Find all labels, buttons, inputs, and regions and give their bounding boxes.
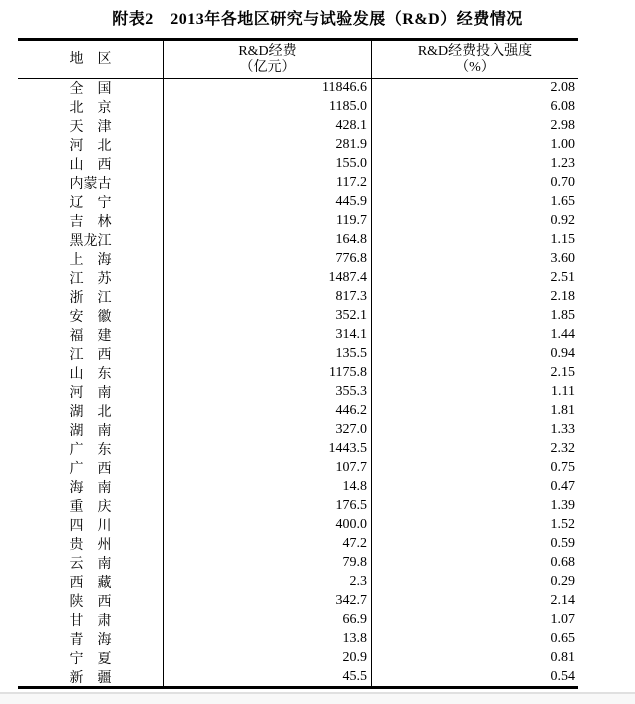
expenditure-value: 445.9 <box>163 193 371 212</box>
table-row <box>18 383 578 402</box>
table-header <box>18 41 578 79</box>
header-intensity <box>371 41 578 78</box>
table-row <box>18 477 578 496</box>
header-intensity-line1: R&D经费投入强度 <box>417 43 533 59</box>
intensity-value: 0.47 <box>371 477 578 496</box>
intensity-value: 1.23 <box>371 155 578 174</box>
table-row <box>18 458 578 477</box>
intensity-value: 2.14 <box>371 591 578 610</box>
expenditure-value: 20.9 <box>163 648 371 667</box>
intensity-value: 0.68 <box>371 553 578 572</box>
table-row <box>18 212 578 231</box>
expenditure-value: 1443.5 <box>163 439 371 458</box>
table-row <box>18 288 578 307</box>
expenditure-value: 14.8 <box>163 477 371 496</box>
region-name: 浙 江 <box>69 291 112 307</box>
expenditure-value: 66.9 <box>163 610 371 629</box>
table-row <box>18 401 578 420</box>
region-name: 辽 宁 <box>69 196 112 212</box>
intensity-value: 1.81 <box>371 401 578 420</box>
intensity-value: 1.00 <box>371 136 578 155</box>
expenditure-value: 164.8 <box>163 231 371 250</box>
table-row <box>18 439 578 458</box>
expenditure-value: 13.8 <box>163 629 371 648</box>
intensity-value: 0.94 <box>371 345 578 364</box>
header-region <box>18 41 163 78</box>
expenditure-value: 281.9 <box>163 136 371 155</box>
intensity-value: 0.81 <box>371 648 578 667</box>
expenditure-value: 11846.6 <box>163 79 371 98</box>
region-name: 四 川 <box>69 518 112 534</box>
region-name: 陕 西 <box>69 594 112 610</box>
intensity-value: 0.29 <box>371 572 578 591</box>
region-name: 河 北 <box>69 139 112 155</box>
region-name: 湖 北 <box>69 404 112 420</box>
table-row <box>18 364 578 383</box>
intensity-value: 1.07 <box>371 610 578 629</box>
expenditure-value: 1487.4 <box>163 269 371 288</box>
table-row <box>18 345 578 364</box>
expenditure-value: 45.5 <box>163 667 371 686</box>
table-row <box>18 269 578 288</box>
intensity-value: 1.33 <box>371 420 578 439</box>
intensity-value: 1.65 <box>371 193 578 212</box>
region-name: 宁 夏 <box>69 651 112 667</box>
intensity-value: 2.08 <box>371 79 578 98</box>
expenditure-value: 1185.0 <box>163 98 371 117</box>
region-name: 青 海 <box>69 632 112 648</box>
page-bottom-edge <box>0 692 635 704</box>
region-name: 内蒙古 <box>69 177 112 193</box>
table-title: 附表2 2013年各地区研究与试验发展（R&D）经费情况 <box>112 11 523 28</box>
region-name: 湖 南 <box>69 423 112 439</box>
region-name: 江 苏 <box>69 272 112 288</box>
region-name: 贵 州 <box>69 537 112 553</box>
intensity-value: 2.32 <box>371 439 578 458</box>
intensity-value: 6.08 <box>371 98 578 117</box>
region-name: 河 南 <box>69 385 112 401</box>
intensity-value: 3.60 <box>371 250 578 269</box>
intensity-value: 0.59 <box>371 534 578 553</box>
table-row <box>18 610 578 629</box>
region-name: 重 庆 <box>69 499 112 515</box>
intensity-value: 1.11 <box>371 383 578 402</box>
region-name: 山 西 <box>69 158 112 174</box>
expenditure-value: 446.2 <box>163 401 371 420</box>
region-name: 全 国 <box>69 82 112 98</box>
region-name: 安 徽 <box>69 310 112 326</box>
header-intensity-line2: （%） <box>455 59 495 75</box>
table-body <box>18 79 578 686</box>
expenditure-value: 119.7 <box>163 212 371 231</box>
intensity-value: 2.15 <box>371 364 578 383</box>
expenditure-value: 776.8 <box>163 250 371 269</box>
region-name: 黑龙江 <box>69 234 112 250</box>
region-name: 北 京 <box>69 101 112 117</box>
table-row <box>18 553 578 572</box>
expenditure-value: 107.7 <box>163 458 371 477</box>
region-name: 海 南 <box>69 480 112 496</box>
table-row <box>18 496 578 515</box>
intensity-value: 0.65 <box>371 629 578 648</box>
intensity-value: 1.52 <box>371 515 578 534</box>
expenditure-value: 342.7 <box>163 591 371 610</box>
header-region-label: 地 区 <box>69 51 112 67</box>
table-row <box>18 515 578 534</box>
region-name: 江 西 <box>69 348 112 364</box>
intensity-value: 2.98 <box>371 117 578 136</box>
expenditure-value: 428.1 <box>163 117 371 136</box>
table-row <box>18 155 578 174</box>
intensity-value: 1.39 <box>371 496 578 515</box>
expenditure-value: 327.0 <box>163 420 371 439</box>
table-row <box>18 534 578 553</box>
expenditure-value: 400.0 <box>163 515 371 534</box>
expenditure-value: 314.1 <box>163 326 371 345</box>
intensity-value: 2.18 <box>371 288 578 307</box>
region-name: 天 津 <box>69 120 112 136</box>
intensity-value: 0.92 <box>371 212 578 231</box>
region-name: 新 疆 <box>69 670 112 686</box>
intensity-value: 0.75 <box>371 458 578 477</box>
table-row <box>18 136 578 155</box>
intensity-value: 0.70 <box>371 174 578 193</box>
intensity-value: 1.15 <box>371 231 578 250</box>
header-expenditure-line2: （亿元） <box>239 59 296 75</box>
table-row <box>18 591 578 610</box>
table-row <box>18 648 578 667</box>
region-name: 上 海 <box>69 253 112 269</box>
table-row <box>18 231 578 250</box>
table-row <box>18 98 578 117</box>
expenditure-value: 2.3 <box>163 572 371 591</box>
table-row <box>18 307 578 326</box>
region-name: 广 西 <box>69 461 112 477</box>
region-name: 福 建 <box>69 329 112 345</box>
expenditure-value: 176.5 <box>163 496 371 515</box>
expenditure-value: 352.1 <box>163 307 371 326</box>
expenditure-value: 817.3 <box>163 288 371 307</box>
intensity-value: 2.51 <box>371 269 578 288</box>
table-row <box>18 572 578 591</box>
table-row <box>18 629 578 648</box>
header-expenditure-line1: R&D经费 <box>238 43 297 59</box>
region-name: 甘 肃 <box>69 613 112 629</box>
expenditure-value: 355.3 <box>163 383 371 402</box>
table-row <box>18 420 578 439</box>
rd-table <box>18 38 578 689</box>
region-name: 云 南 <box>69 556 112 572</box>
table-row <box>18 79 578 98</box>
intensity-value: 1.44 <box>371 326 578 345</box>
header-expenditure <box>163 41 371 78</box>
intensity-value: 0.54 <box>371 667 578 686</box>
expenditure-value: 47.2 <box>163 534 371 553</box>
region-name: 吉 林 <box>69 215 112 231</box>
expenditure-value: 79.8 <box>163 553 371 572</box>
table-row <box>18 174 578 193</box>
table-row <box>18 193 578 212</box>
expenditure-value: 135.5 <box>163 345 371 364</box>
table-row <box>18 117 578 136</box>
table-row <box>18 250 578 269</box>
table-row <box>18 667 578 686</box>
region-name: 山 东 <box>69 367 112 383</box>
table-row <box>18 326 578 345</box>
region-name: 广 东 <box>69 442 112 458</box>
region-name: 西 藏 <box>69 575 112 591</box>
intensity-value: 1.85 <box>371 307 578 326</box>
expenditure-value: 155.0 <box>163 155 371 174</box>
expenditure-value: 1175.8 <box>163 364 371 383</box>
expenditure-value: 117.2 <box>163 174 371 193</box>
